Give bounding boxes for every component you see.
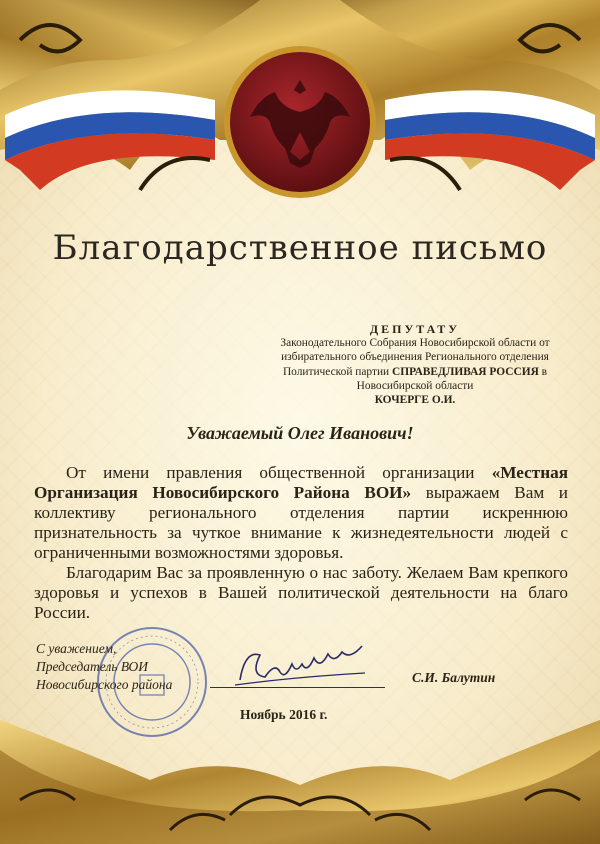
greeting: Уважаемый Олег Иванович! [186, 423, 414, 443]
letter-body [34, 463, 568, 623]
signer-position: Председатель ВОИ [36, 659, 148, 674]
addressee-line: Законодательного Собрания Новосибирской области от [280, 337, 550, 350]
addressee-title: ДЕПУТАТУ [369, 322, 461, 336]
addressee-text: в [538, 365, 548, 378]
body-text: От имени правления общественной организации [66, 463, 492, 482]
addressee-text: Политической партии [282, 365, 392, 378]
page-title: Благодарственное письмо [52, 228, 548, 268]
addressee-line: Новосибирской области [356, 379, 474, 392]
body-paragraph [34, 463, 568, 563]
organization-name: «Местная Организация Новосибирского Района ВОИ» [34, 463, 568, 502]
handwritten-signature-icon [225, 640, 375, 695]
addressee-line: избирательного объединения Регионального отделения [281, 351, 549, 364]
addressee-block [250, 322, 580, 407]
gold-bottom-decoration [0, 690, 600, 844]
closing: С уважением, [36, 641, 117, 656]
addressee-name: КОЧЕРГЕ О.И. [374, 394, 456, 407]
letter-date: Ноябрь 2016 г. [240, 707, 328, 722]
signer-name: С.И. Балутин [412, 670, 496, 685]
signer-position: Новосибирского района [36, 677, 173, 692]
coat-of-arms-seal-icon [215, 40, 385, 210]
addressee-line [250, 365, 580, 379]
signature-block [36, 640, 236, 694]
body-text: выражаем Вам и коллективу регионального отделения партии искреннюю признательность за чуткое внимание к жизнедеятельности людей с ограниченными возможностями здоровья. [34, 483, 568, 562]
party-name: СПРАВЕДЛИВАЯ РОССИЯ [392, 365, 539, 378]
body-paragraph: Благодарим Вас за проявленную о нас заботу. Желаем Вам крепкого здоровья и успехов в Вашей политической деятельности на благо России. [34, 563, 568, 622]
